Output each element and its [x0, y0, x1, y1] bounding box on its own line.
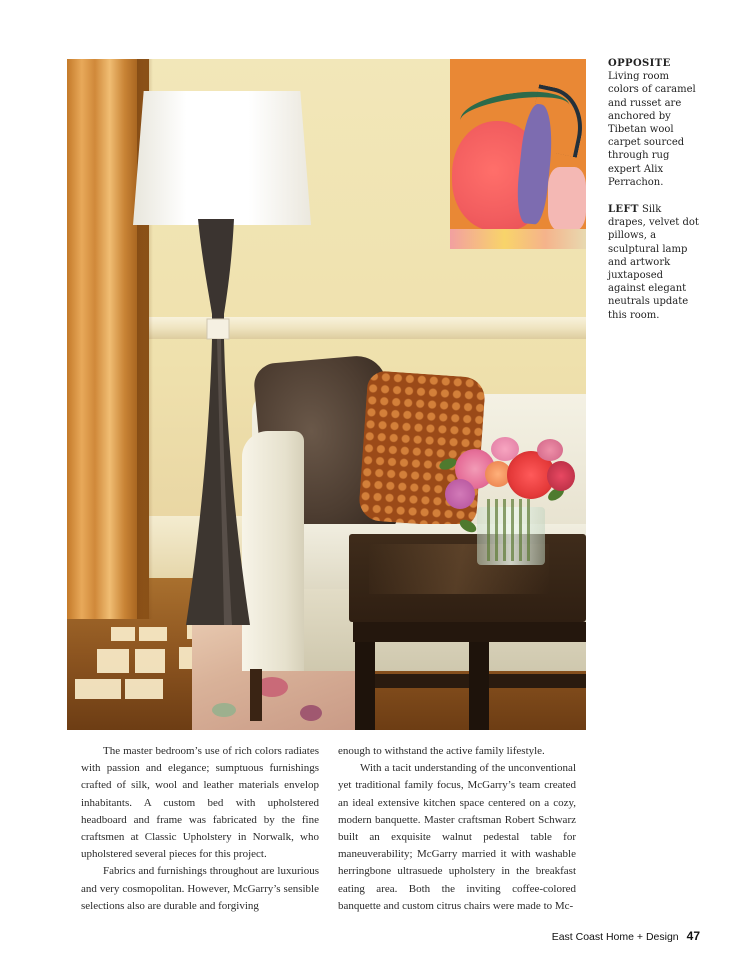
living-room-photo	[67, 59, 586, 730]
page-number: 47	[686, 929, 700, 943]
rug-motif	[212, 703, 236, 717]
painting-bottom-band	[450, 229, 586, 249]
page-footer	[540, 929, 700, 943]
caption-lead-left: LEFT	[608, 204, 639, 216]
caption-text-opposite: Living room colors of caramel and russet are anchored by Tibetan wool carpet sourced through rug expert Alix Perrachon.	[608, 71, 696, 188]
painting-light-shape	[548, 167, 586, 231]
caption-text-left: Silk drapes, velvet dot pillows, a sculptural lamp and artwork juxtaposed against elegant neutrals update this room.	[608, 204, 699, 321]
table-apron	[353, 622, 586, 642]
caption-lead-opposite: OPPOSITE	[608, 58, 671, 69]
paragraph: With a tacit understanding of the unconventional yet traditional family focus, McGarry’s team created an ideal extensive kitchen space centered on a cozy, modern banquette. Master craftsman Robert Schwarz built an exquisite walnut pedestal table for maneuverability; McGarry married it with washable herringbone ultrasuede upholstery in the breakfast eating area. Both the inviting coffee-colored banquette and custom citrus chairs were made to Mc-	[338, 762, 576, 912]
abstract-painting	[450, 59, 586, 249]
rose	[491, 437, 519, 461]
caption-opposite	[608, 57, 700, 189]
flower-stems	[487, 499, 535, 561]
caption-left	[608, 203, 700, 322]
sunlight-patch	[135, 649, 165, 673]
table-leg	[469, 642, 489, 730]
rose	[547, 461, 575, 491]
rose	[537, 439, 563, 461]
table-top	[349, 534, 586, 622]
paragraph: The master bedroom’s use of rich colors radiates with passion and elegance; sumptuous furnishings crafted of silk, wool and leather materials envelop inhabitants. A custom bed with upholstered headboard and frame was fabricated by the fine craftsmen at Classic Upholstery in Norwalk, who upholstered several pieces for this project.	[81, 745, 319, 861]
article-column-right	[338, 743, 576, 915]
sofa-leg	[250, 669, 262, 721]
sunlight-patch	[75, 679, 121, 699]
rug-motif	[300, 705, 322, 721]
sunlight-patch	[111, 627, 135, 641]
paragraph: enough to withstand the active family lifestyle.	[338, 745, 545, 757]
article-column-left	[81, 743, 319, 915]
coffee-table	[349, 534, 586, 730]
photo-caption	[608, 57, 700, 336]
rose	[445, 479, 475, 509]
table-leg	[355, 642, 375, 730]
sunlight-patch	[139, 627, 167, 641]
sunlight-patch	[97, 649, 129, 673]
magazine-name: East Coast Home + Design	[551, 931, 679, 943]
lamp-shade	[133, 91, 311, 225]
sculptural-lamp-base	[184, 219, 252, 625]
sunlight-patch	[125, 679, 163, 699]
paragraph: Fabrics and furnishings throughout are luxurious and very cosmopolitan. However, McGarry’s sensible selections also are durable and forgiving	[81, 865, 319, 912]
